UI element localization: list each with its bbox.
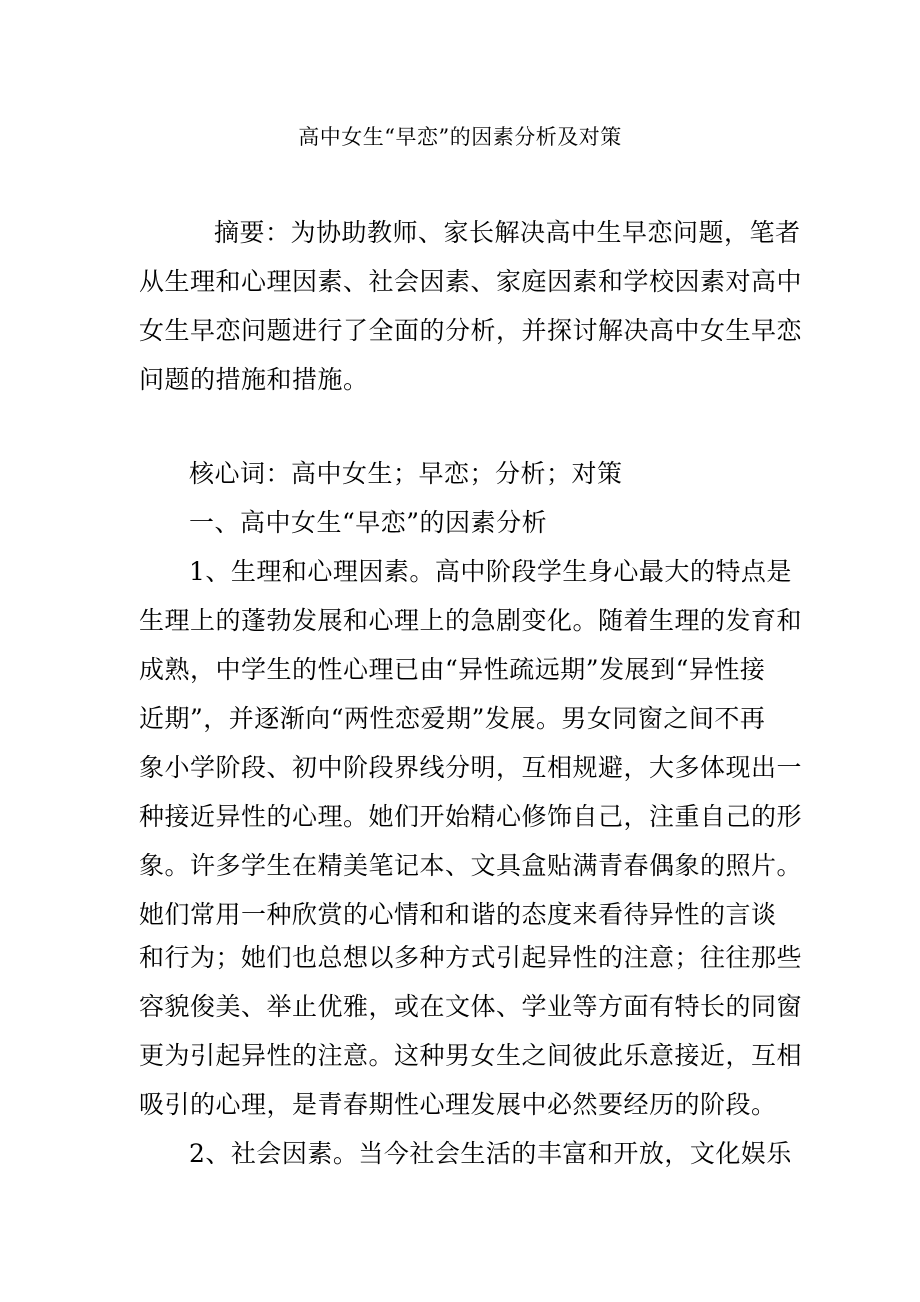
paragraph-line: 近期”，并逐渐向“两性恋爱期”发展。男女同窗之间不再 xyxy=(139,704,766,733)
paragraph-line: 成熟，中学生的性心理已由“异性疏远期”发展到“异性接 xyxy=(139,655,766,684)
paragraph-line: 象小学阶段、初中阶段界线分明，互相规避，大多体现出一 xyxy=(139,753,803,782)
abstract-line: 摘要：为协助教师、家长解决高中生早恋问题，笔者 xyxy=(214,218,801,247)
paragraph-line: 和行为；她们也总想以多种方式引起异性的注意；往往那些 xyxy=(139,943,803,972)
abstract-line: 女生早恋问题进行了全面的分析，并探讨解决高中女生早恋 xyxy=(139,316,803,345)
keywords-line: 核心词：高中女生；早恋；分析；对策 xyxy=(189,459,623,488)
abstract-line: 从生理和心理因素、社会因素、家庭因素和学校因素对高中 xyxy=(139,267,803,296)
abstract-line: 问题的措施和措施。 xyxy=(139,365,369,394)
paragraph-line: 1、生理和心理因素。高中阶段学生身心最大的特点是 xyxy=(189,557,792,586)
paragraph-line: 容貌俊美、举止优雅，或在文体、学业等方面有特长的同窗 xyxy=(139,992,803,1021)
paragraph-line: 象。许多学生在精美笔记本、文具盒贴满青春偶象的照片。 xyxy=(139,851,803,880)
section-heading: 一、高中女生“早恋”的因素分析 xyxy=(189,508,548,537)
document-title: 高中女生“早恋”的因素分析及对策 xyxy=(298,125,622,149)
paragraph-line: 生理上的蓬勃发展和心理上的急剧变化。随着生理的发育和 xyxy=(139,606,803,635)
paragraph-line: 她们常用一种欣赏的心情和和谐的态度来看待异性的言谈 xyxy=(139,900,777,929)
paragraph-line: 种接近异性的心理。她们开始精心修饰自己，注重自己的形 xyxy=(139,802,803,831)
paragraph-line: 吸引的心理，是青春期性心理发展中必然要经历的阶段。 xyxy=(139,1090,777,1119)
paragraph-line: 更为引起异性的注意。这种男女生之间彼此乐意接近，互相 xyxy=(139,1041,803,1070)
paragraph-line: 2、社会因素。当今社会生活的丰富和开放，文化娱乐 xyxy=(189,1139,792,1168)
